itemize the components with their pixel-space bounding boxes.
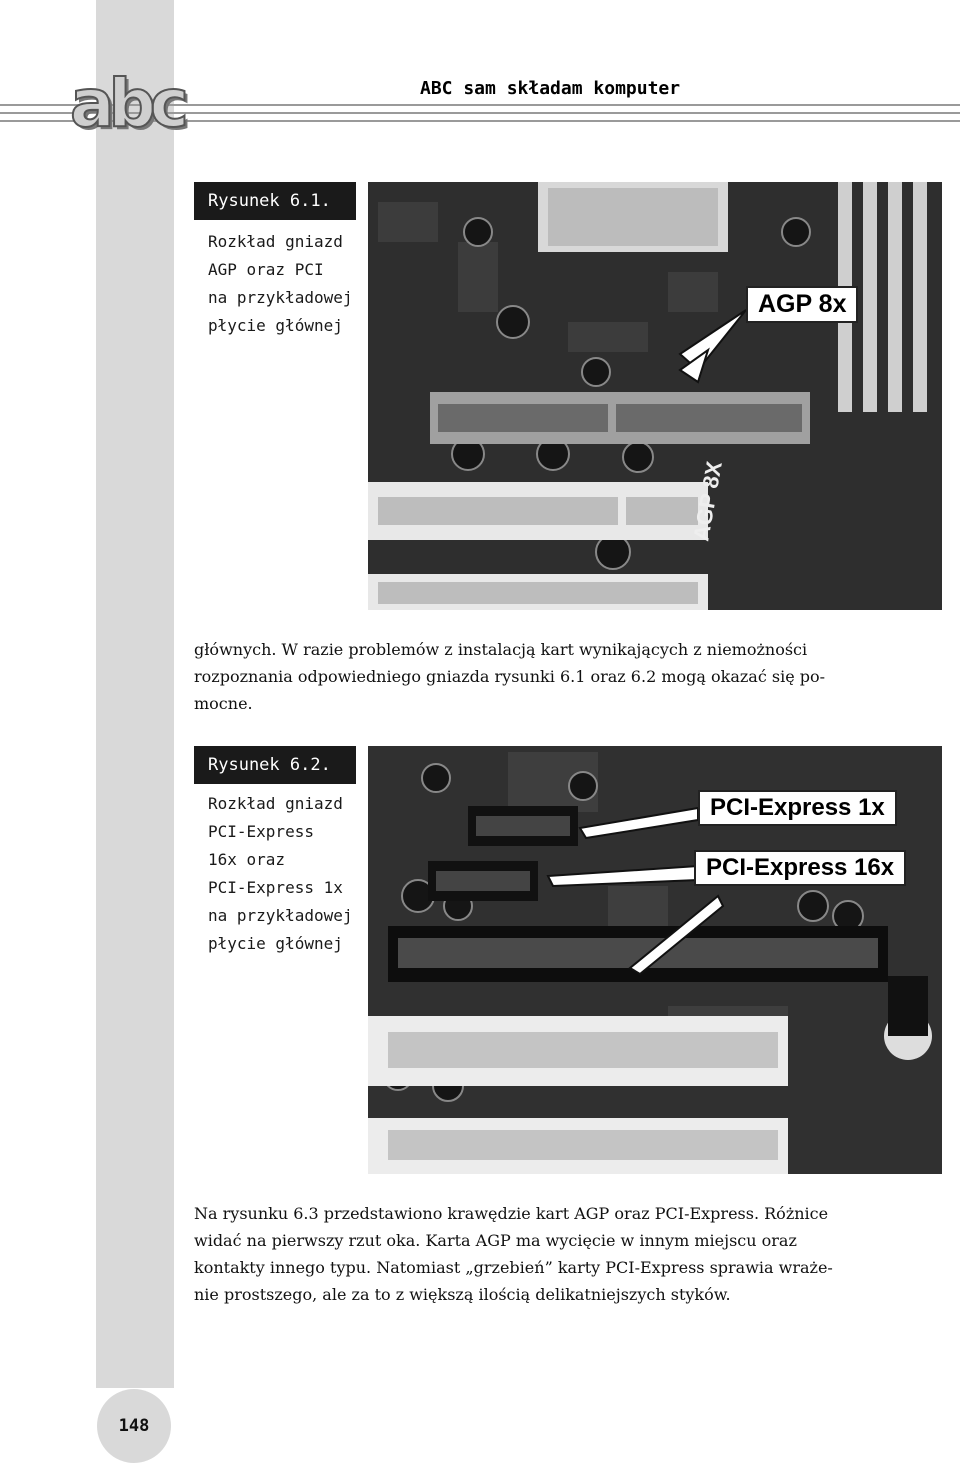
text-line: Na rysunku 6.3 przedstawiono krawędzie kart AGP oraz PCI-Express. Różnice — [194, 1204, 829, 1223]
text-line: mocne. — [194, 694, 253, 713]
caption-line: Rozkład gniazd — [208, 794, 343, 813]
abc-logo: abc — [70, 65, 183, 142]
caption-line: Rozkład gniazd — [208, 232, 343, 251]
figure1-photo — [368, 182, 942, 610]
agp-8x-label: AGP 8x — [746, 286, 858, 323]
caption-line: 16x oraz — [208, 850, 286, 869]
caption-line: na przykładowej — [208, 288, 353, 307]
figure2-number: Rysunek 6.2. — [194, 746, 356, 784]
paragraph-1 — [194, 636, 952, 717]
text-line: kontakty innego typu. Natomiast „grzebień” karty PCI-Express sprawia wraże- — [194, 1258, 833, 1277]
figure1-caption — [208, 228, 368, 340]
figure2-caption — [208, 790, 368, 958]
pcie-16x-label: PCI-Express 16x — [694, 850, 906, 886]
side-margin-strip — [96, 0, 174, 1388]
running-title: ABC sam składam komputer — [420, 78, 681, 99]
paragraph-2 — [194, 1200, 952, 1308]
text-line: rozpoznania odpowiedniego gniazda rysunki 6.1 oraz 6.2 mogą okazać się po- — [194, 667, 826, 686]
caption-line: płycie głównej — [208, 316, 343, 335]
board-marking-agp: AGP 8X — [688, 459, 727, 543]
caption-line: PCI-Express — [208, 822, 314, 841]
caption-line: AGP oraz PCI — [208, 260, 324, 279]
caption-line: płycie głównej — [208, 934, 343, 953]
caption-line: PCI-Express 1x — [208, 878, 343, 897]
text-line: widać na pierwszy rzut oka. Karta AGP ma wycięcie w innym miejscu oraz — [194, 1231, 797, 1250]
figure2-photo — [368, 746, 942, 1174]
pcie-1x-label: PCI-Express 1x — [698, 790, 897, 826]
page-number: 148 — [97, 1389, 171, 1463]
figure1-number: Rysunek 6.1. — [194, 182, 356, 220]
text-line: nie prostszego, ale za to z większą ilością delikatniejszych styków. — [194, 1285, 731, 1304]
caption-line: na przykładowej — [208, 906, 353, 925]
text-line: głównych. W razie problemów z instalacją kart wynikających z niemożności — [194, 640, 808, 659]
